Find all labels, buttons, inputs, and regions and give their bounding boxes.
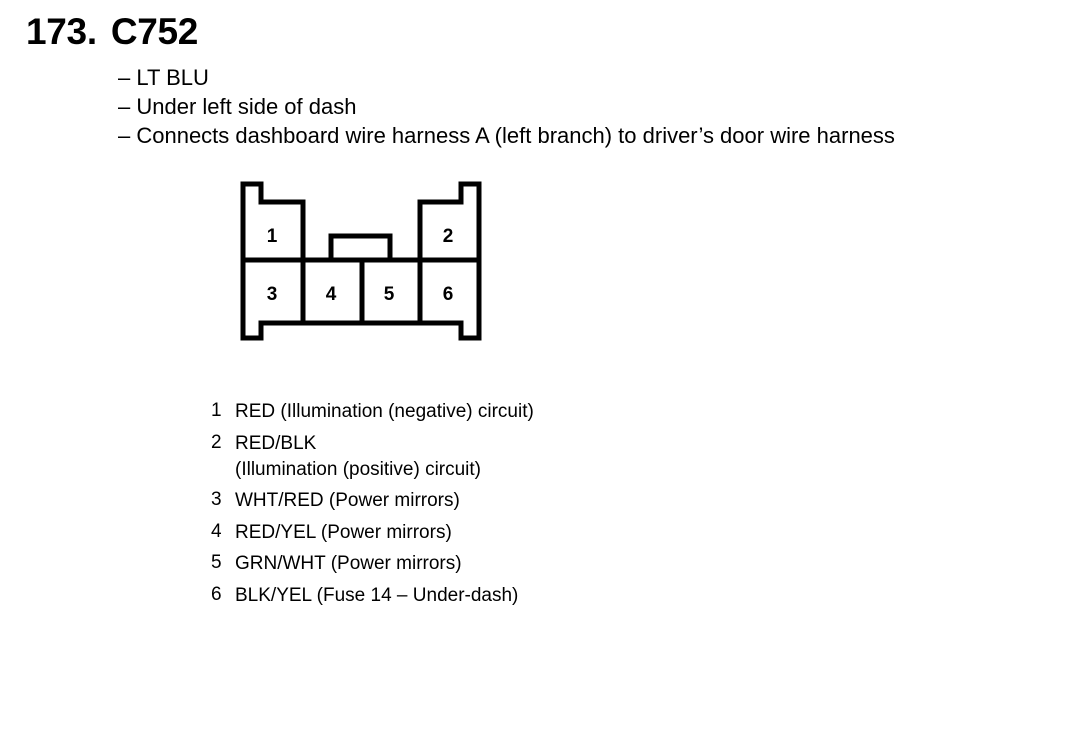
pin-row <box>211 488 534 514</box>
pin-description <box>235 520 452 546</box>
cavity-6-label: 6 <box>442 284 454 305</box>
cavity-2-label: 2 <box>442 226 454 247</box>
info-color: – LT BLU <box>118 65 209 90</box>
pin-list <box>211 399 534 614</box>
pin-number: 2 <box>211 431 222 453</box>
pin-row <box>211 399 534 425</box>
pin-row <box>211 431 534 483</box>
pin-number: 1 <box>211 400 222 421</box>
connector-diagram <box>235 176 487 346</box>
pin-description-line: RED (Illumination (negative) circuit) <box>235 401 534 422</box>
pin-number: 5 <box>211 552 222 573</box>
connector-id: C752 <box>110 11 199 52</box>
pin-description <box>235 583 518 609</box>
pin-description <box>235 399 534 425</box>
pin-description <box>235 488 460 514</box>
pin-description-line: RED/YEL (Power mirrors) <box>235 521 452 543</box>
connector-face-svg <box>235 176 487 346</box>
cavity-4-label: 4 <box>325 284 337 305</box>
connector-lock-tab <box>331 236 390 260</box>
pin-description-line: WHT/RED (Power mirrors) <box>235 490 460 511</box>
connector-info <box>118 63 895 150</box>
connector-title <box>26 10 198 54</box>
pin-description <box>235 431 481 483</box>
pin-description-line: BLK/YEL (Fuse 14 – Under-dash) <box>235 584 519 606</box>
pin-row <box>211 520 534 546</box>
info-connection: – Connects dashboard wire harness A (left branch) to driver’s door wire harness <box>118 123 895 148</box>
pin-row <box>211 583 534 609</box>
cavity-5-label: 5 <box>383 284 395 305</box>
pin-number: 3 <box>211 489 222 510</box>
pin-row <box>211 551 534 577</box>
pin-number: 6 <box>211 583 222 605</box>
pin-description <box>235 551 462 577</box>
cavity-1-label: 1 <box>266 226 278 247</box>
pin-number: 4 <box>211 520 222 542</box>
pin-description-line: GRN/WHT (Power mirrors) <box>235 553 462 574</box>
connector-number: 173. <box>26 11 97 52</box>
cavity-3-label: 3 <box>266 284 278 305</box>
info-location: – Under left side of dash <box>118 94 357 119</box>
pin-description-line: RED/BLK <box>235 432 317 454</box>
pin-description-line: (Illumination (positive) circuit) <box>235 458 482 480</box>
